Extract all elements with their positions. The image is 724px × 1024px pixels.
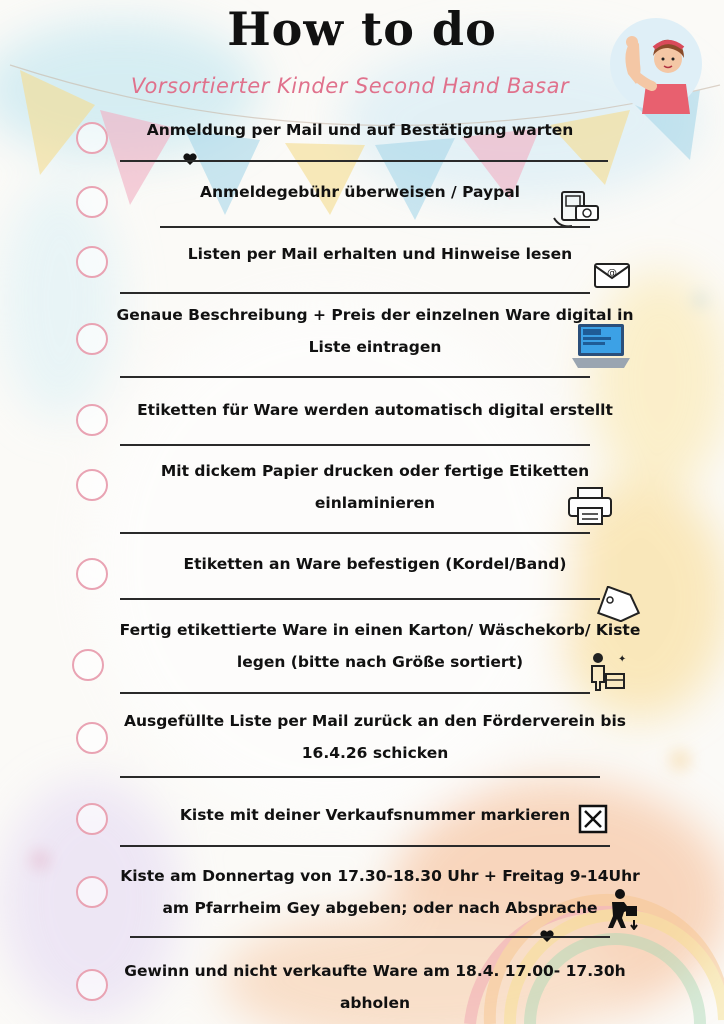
checkbox-1[interactable]	[76, 122, 108, 154]
divider-line	[120, 160, 608, 162]
checkbox-9[interactable]	[76, 722, 108, 754]
checkbox-6[interactable]	[76, 469, 108, 501]
item-text: Etiketten an Ware befestigen (Kordel/Band)	[183, 555, 567, 573]
divider-line	[120, 532, 590, 534]
item-text: Genaue Beschreibung + Preis der einzelnen Ware digital in Liste eintragen	[116, 306, 634, 356]
item-text: Fertig etikettierte Ware in einen Karton/ Wäschekorb/ Kiste legen (bitte nach Größe sortiert)	[119, 621, 641, 671]
svg-text:✦: ✦	[618, 654, 627, 665]
divider-line	[120, 444, 590, 446]
item-text: Kiste mit deiner Verkaufsnummer markieren	[179, 806, 571, 824]
divider-line	[120, 292, 590, 294]
divider-line	[130, 936, 610, 938]
item-text: Anmeldegebühr überweisen / Paypal	[200, 183, 520, 201]
checkbox-4[interactable]	[76, 323, 108, 355]
checkbox-3[interactable]	[76, 246, 108, 278]
item-text: Ausgefüllte Liste per Mail zurück an den Förderverein bis 16.4.26 schicken	[123, 712, 627, 762]
page-subtitle: Vorsortierter Kinder Second Hand Basar	[130, 74, 570, 98]
item-text: Anmeldung per Mail und auf Bestätigung warten	[146, 121, 574, 139]
divider-line	[120, 845, 610, 847]
divider-line	[120, 376, 590, 378]
item-text: Listen per Mail erhalten und Hinweise lesen	[187, 245, 573, 263]
item-text: Mit dickem Papier drucken oder fertige Etiketten einlaminieren	[160, 462, 590, 512]
checkbox-7[interactable]	[76, 558, 108, 590]
checkbox-10[interactable]	[76, 803, 108, 835]
item-text: Kiste am Donnertag von 17.30-18.30 Uhr + Freitag 9-14Uhr am Pfarrheim Gey abgeben; oder nach Absprache	[120, 867, 640, 917]
item-text: Etiketten für Ware werden automatisch digital erstellt	[137, 401, 613, 419]
checkbox-5[interactable]	[76, 404, 108, 436]
divider-line	[120, 692, 590, 694]
divider-line	[120, 598, 600, 600]
divider-line	[120, 776, 600, 778]
woman-flexing-avatar	[606, 14, 706, 114]
svg-text:@: @	[607, 268, 617, 279]
item-text: Gewinn und nicht verkaufte Ware am 18.4. 17.00- 17.30h abholen	[124, 962, 626, 1012]
divider-line	[160, 226, 590, 228]
checkbox-2[interactable]	[76, 186, 108, 218]
page-title: How to do	[227, 2, 497, 56]
checkbox-12[interactable]	[76, 969, 108, 1001]
